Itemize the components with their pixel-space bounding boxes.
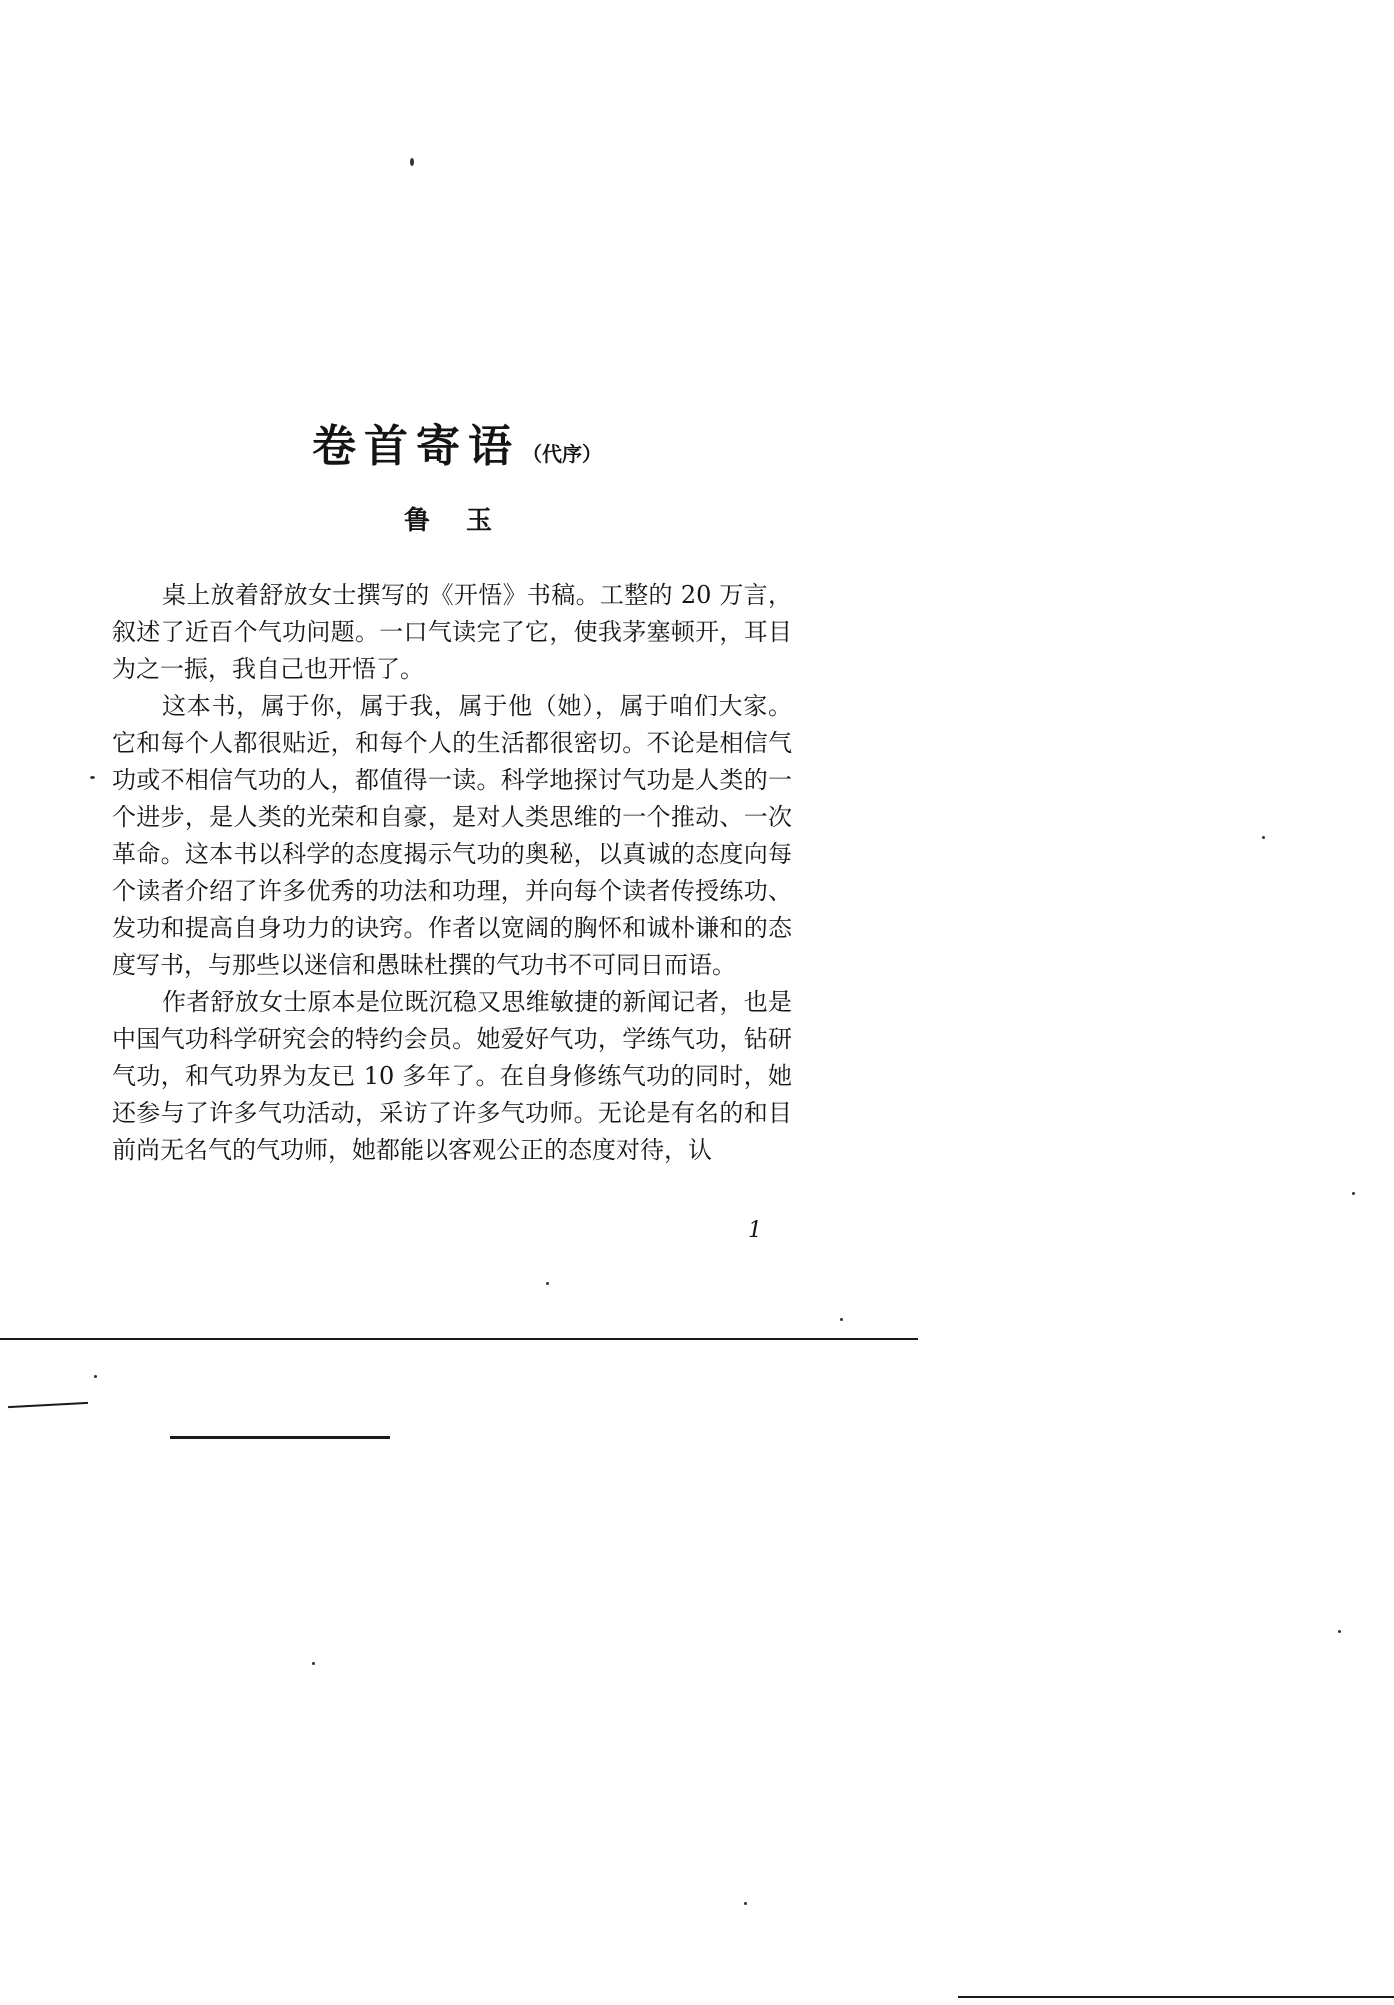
body-text [112, 577, 792, 1169]
page-title: 卷首寄语 [312, 421, 520, 472]
scan-speck [410, 158, 414, 166]
scan-streak [170, 1436, 390, 1439]
scan-speck [744, 1902, 747, 1905]
paragraph: 这本书，属于你，属于我，属于他（她），属于咱们大家。它和每个人都很贴近，和每个人的生活都很密切。不论是相信气功或不相信气功的人，都值得一读。科学地探讨气功是人类的一个进步，是人类的光荣和自豪，是对人类思维的一个推动、一次革命。这本书以科学的态度揭示气功的奥秘，以真诚的态度向每个读者介绍了许多优秀的功法和功理，并向每个读者传授练功、发功和提高自身功力的诀窍。作者以宽阔的胸怀和诚朴谦和的态度写书，与那些以迷信和愚昧杜撰的气功书不可同日而语。 [112, 692, 792, 979]
author-name: 鲁玉 [404, 506, 529, 536]
scan-speck [840, 1318, 843, 1321]
title-block [312, 410, 602, 474]
paragraph: 作者舒放女士原本是位既沉稳又思维敏捷的新闻记者，也是中国气功科学研究会的特约会员。她爱好气功，学练气功，钻研气功，和气功界为友已 10 多年了。在自身修练气功的同时，她还参与了许多气功活动，采访了许多气功师。无论是有名的和目前尚无名气的气功师，她都能以客观公正的态度对待，认 [112, 988, 792, 1164]
scan-speck [1352, 1192, 1355, 1195]
scan-speck [94, 1375, 97, 1378]
page-edge-line [958, 1996, 1394, 1998]
scan-speck [546, 1282, 549, 1285]
scan-speck [1338, 1630, 1341, 1633]
page-edge-line [0, 1338, 918, 1340]
scan-speck [312, 1662, 315, 1665]
scan-streak [8, 1402, 88, 1408]
scan-speck [1262, 836, 1265, 839]
page-number: 1 [748, 1218, 762, 1243]
title-note: （代序） [522, 442, 602, 466]
scan-speck [90, 776, 95, 779]
paragraph: 桌上放着舒放女士撰写的《开悟》书稿。工整的 20 万言，叙述了近百个气功问题。一口气读完了它，使我茅塞顿开，耳目为之一振，我自己也开悟了。 [112, 581, 792, 683]
